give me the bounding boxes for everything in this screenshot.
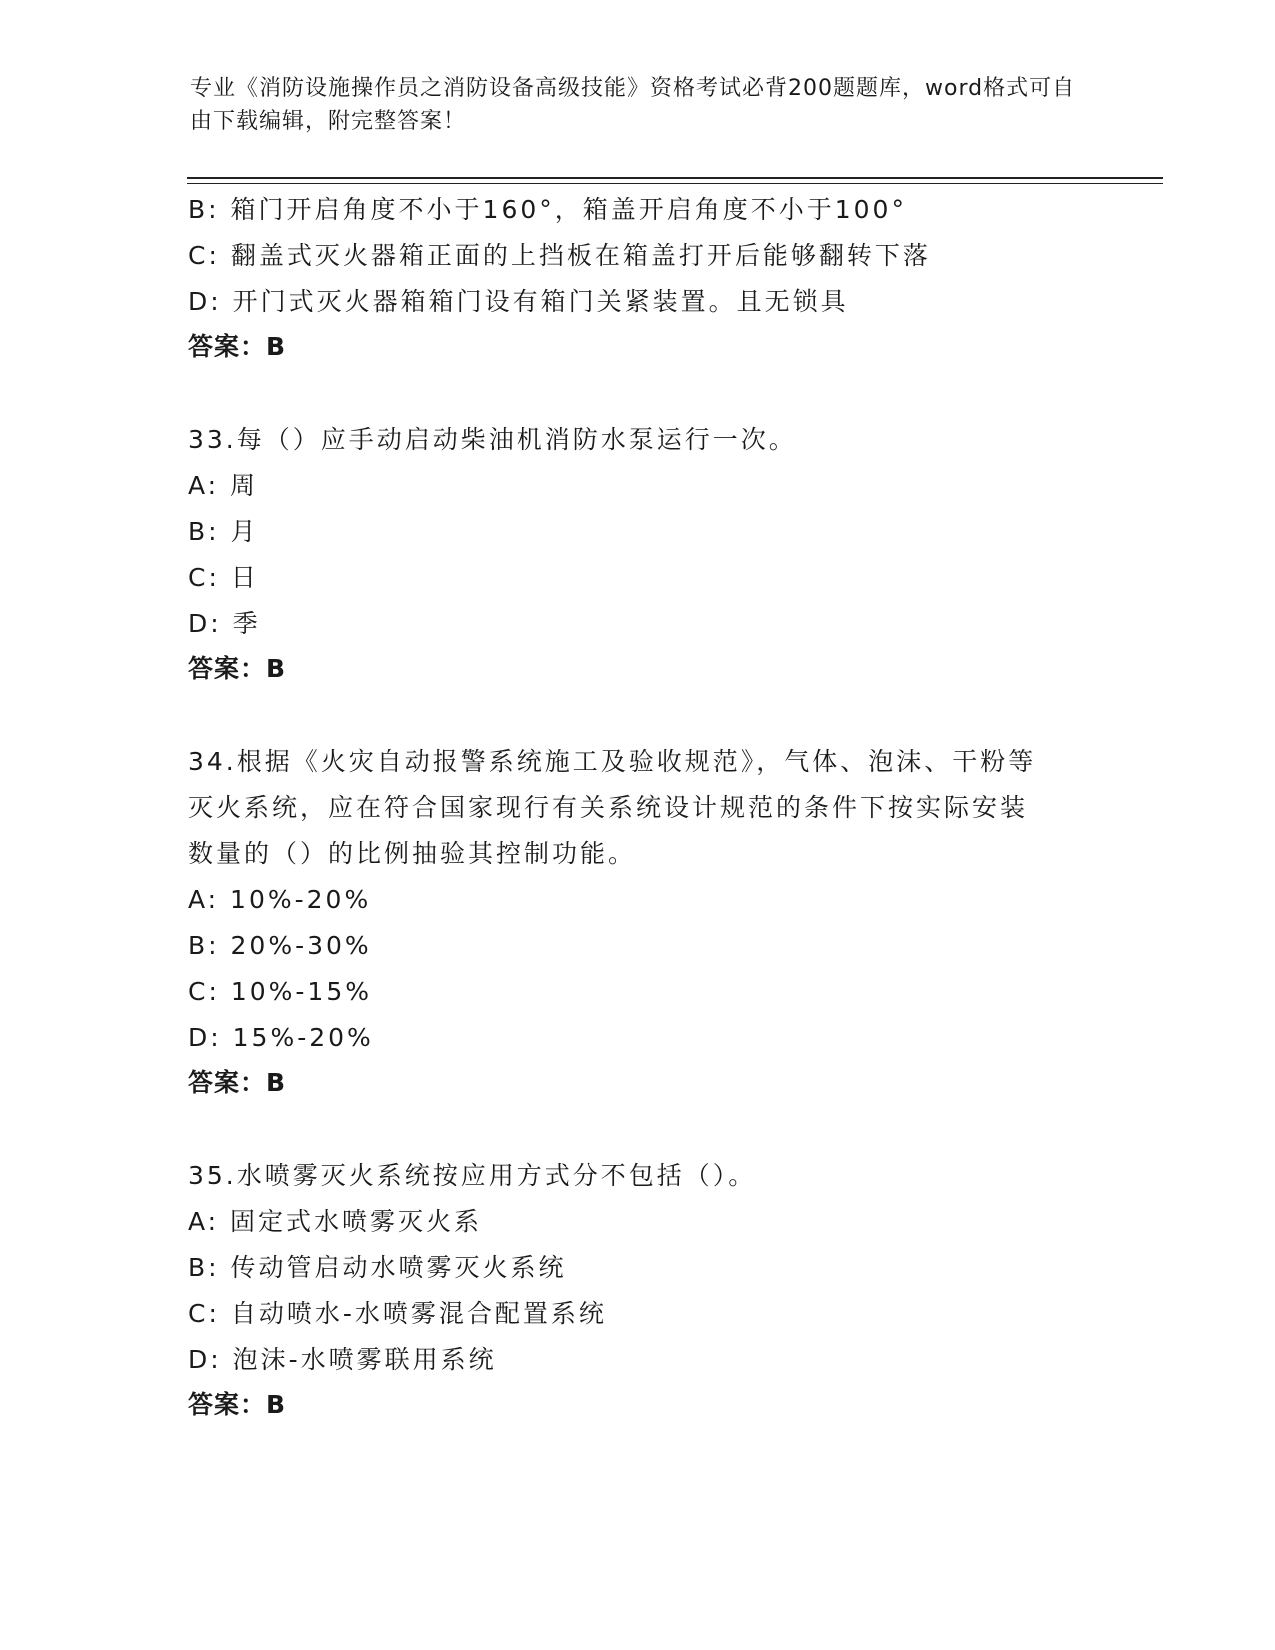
option-text: 15%-20%: [232, 1023, 374, 1052]
option-label: A:: [188, 471, 220, 500]
option-text: 自动喷水-水喷雾混合配置系统: [230, 1299, 607, 1328]
option-text: 传动管启动水喷雾灭火系统: [230, 1253, 567, 1282]
option-text: 10%-15%: [230, 977, 372, 1006]
option-text: 10%-20%: [230, 885, 372, 914]
option-label: D:: [188, 1345, 222, 1374]
option-label: C:: [188, 1299, 220, 1328]
option-text: 20%-30%: [230, 931, 372, 960]
option-text: 泡沫-水喷雾联用系统: [232, 1345, 497, 1374]
option-text: 月: [230, 517, 259, 546]
option-text: 开门式灭火器箱箱门设有箱门关紧装置。且无锁具: [232, 287, 849, 316]
question-stem: 灭火系统，应在符合国家现行有关系统设计规范的条件下按实际安装: [188, 793, 1029, 822]
option-label: C:: [188, 977, 220, 1006]
question-stem: 34.根据《火灾自动报警系统施工及验收规范》，气体、泡沫、干粉等: [188, 747, 1037, 776]
option-label: C:: [188, 241, 220, 270]
option-line: [188, 194, 907, 226]
answer-line: 答案：B: [188, 1390, 287, 1419]
option-label: D:: [188, 1023, 222, 1052]
option-text: 周: [230, 471, 259, 500]
question-stem: 33.每（）应手动启动柴油机消防水泵运行一次。: [188, 425, 797, 454]
option-line: [188, 1344, 497, 1376]
option-line: [188, 240, 931, 272]
option-label: D:: [188, 609, 222, 638]
option-line: [188, 608, 261, 640]
document-header: 专业《消防设施操作员之消防设备高级技能》资格考试必背200题题库，word格式可自由下载编辑，附完整答案！: [190, 76, 1076, 134]
option-line: [188, 884, 371, 916]
option-line: [188, 516, 259, 548]
option-line: [188, 930, 372, 962]
option-label: A:: [188, 885, 220, 914]
option-line: [188, 470, 258, 502]
header-divider: [187, 177, 1163, 179]
option-label: B:: [188, 1253, 220, 1282]
option-label: B:: [188, 517, 220, 546]
option-line: [188, 1298, 607, 1330]
option-line: [188, 1252, 567, 1284]
option-line: [188, 286, 849, 318]
option-label: B:: [188, 931, 220, 960]
header-divider-thin: [187, 183, 1163, 184]
option-line: [188, 1022, 374, 1054]
answer-line: 答案：B: [188, 1068, 287, 1097]
option-text: 季: [232, 609, 261, 638]
option-line: [188, 1206, 482, 1238]
question-stem: 数量的（）的比例抽验其控制功能。: [188, 839, 637, 868]
option-label: B:: [188, 195, 220, 224]
option-text: 翻盖式灭火器箱正面的上挡板在箱盖打开后能够翻转下落: [230, 241, 931, 270]
answer-line: 答案：B: [188, 332, 287, 361]
question-stem: 35.水喷雾灭火系统按应用方式分不包括（）。: [188, 1161, 757, 1190]
option-label: A:: [188, 1207, 220, 1236]
option-text: 固定式水喷雾灭火系: [230, 1207, 483, 1236]
option-label: D:: [188, 287, 222, 316]
option-text: 日: [230, 563, 259, 592]
answer-line: 答案：B: [188, 654, 287, 683]
option-label: C:: [188, 563, 220, 592]
option-text: 箱门开启角度不小于160°，箱盖开启角度不小于100°: [230, 195, 907, 224]
option-line: [188, 562, 259, 594]
option-line: [188, 976, 372, 1008]
